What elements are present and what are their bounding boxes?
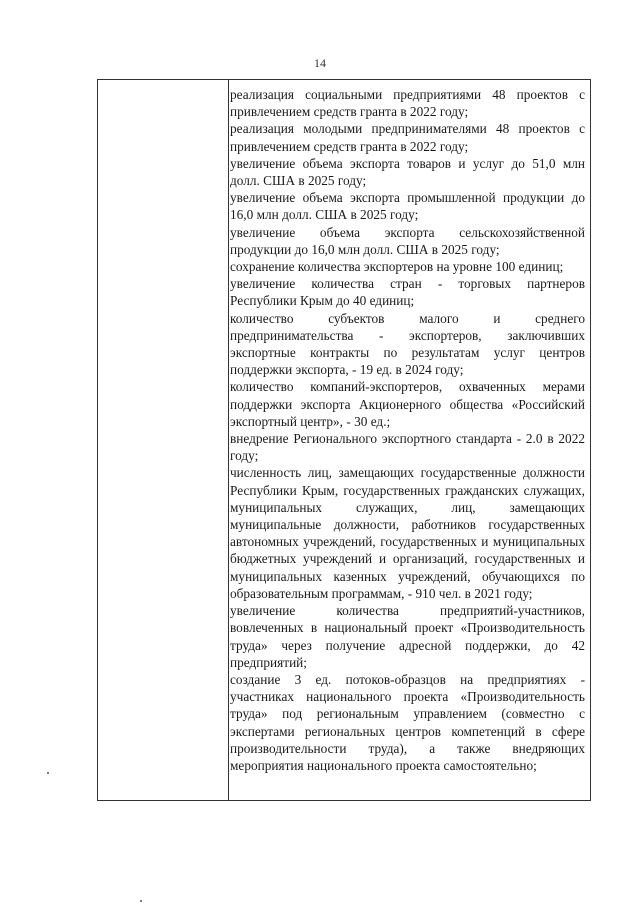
document-table — [97, 79, 591, 801]
list-item: увеличение количества предприятий-участников, вовлеченных в национальный проект «Производительность труда» через получение адресной поддержки, до 42 предприятий; — [230, 603, 585, 670]
list-item: количество компаний-экспортеров, охваченных мерами поддержки экспорта Акционерного общества «Российский экспортный центр», - 30 ед.; — [230, 379, 585, 429]
scan-speck — [140, 900, 142, 902]
list-item: сохранение количества экспортеров на уровне 100 единиц; — [230, 259, 564, 275]
list-item: внедрение Регионального экспортного стандарта - 2.0 в 2022 году; — [230, 431, 585, 464]
scan-speck — [47, 772, 49, 774]
list-item: увеличение объема экспорта промышленной продукции до 16,0 млн долл. США в 2025 году; — [230, 190, 585, 223]
list-item: увеличение количества стран - торговых партнеров Республики Крым до 40 единиц; — [230, 276, 585, 309]
list-item: увеличение объема экспорта товаров и услуг до 51,0 млн долл. США в 2025 году; — [230, 155, 585, 189]
table-right-column — [230, 86, 585, 774]
page-number: 14 — [314, 56, 326, 70]
list-item: увеличение объема экспорта сельскохозяйственной продукции до 16,0 млн долл. США в 2025 году; — [230, 224, 585, 257]
list-item: количество субъектов малого и среднего предпринимательства - экспортеров, заключивших экспортные контракты по результатам услуг центров поддержки экспорта, - 19 ед. в 2024 году; — [230, 310, 585, 378]
table-left-column — [98, 80, 229, 800]
list-item: численность лиц, замещающих государственные должности Республики Крым, государственных гражданских служащих, муниципальных служащих, лиц, замещающих муниципальные должности, работников государственных автономных учреждений, государственных и муниципальных бюджетных учреждений и организаций, государственных и муниципальных казенных учреждений, обучающихся по образовательным программам, - 910 чел. в 2021 году; — [230, 465, 585, 601]
list-item: создание 3 ед. потоков-образцов на предприятиях - участниках национального проекта «Производительность труда» под региональным управлением (совместно с экспертами региональных центров компетенций в сфере производительности труда), а также внедряющих мероприятия национального проекта самостоятельно; — [230, 671, 585, 773]
list-item: реализация социальными предприятиями 48 проектов с привлечением средств гранта в 2022 году; — [230, 87, 585, 120]
list-item: реализация молодыми предпринимателями 48 проектов с привлечением средств гранта в 2022 году; — [230, 121, 585, 154]
